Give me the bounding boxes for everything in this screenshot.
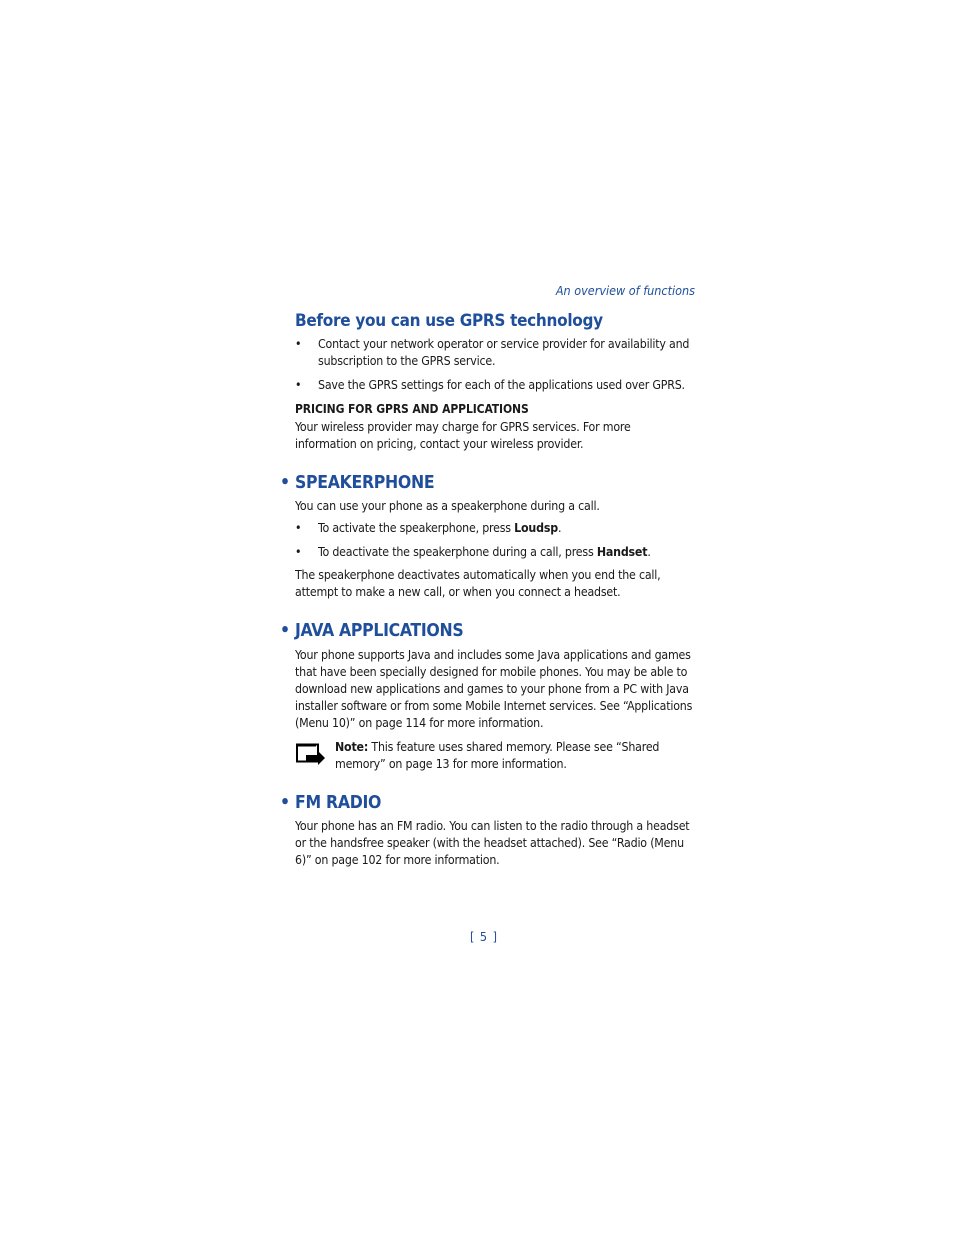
bullet1-prefix: To activate the speakerphone, press: [318, 521, 515, 535]
gprs-bullet-2-text: Save the GPRS settings for each of the applications used over GPRS.: [318, 378, 685, 392]
note-pencil-icon: [296, 743, 326, 765]
bullet2-suffix: .: [647, 545, 651, 559]
bullet-dot: •: [295, 337, 302, 351]
speakerphone-bullet-2-text: [318, 544, 696, 561]
heading-bullet: •: [280, 473, 290, 493]
gprs-bullet-1-text: Contact your network operator or service provider for availability and subscription to the GPRS service.: [318, 337, 690, 368]
speakerphone-closing: The speakerphone deactivates automatically when you end the call, attempt to make a new call, or when you connect a headset.: [295, 568, 661, 599]
java-note: [335, 739, 697, 773]
pricing-heading: PRICING FOR GPRS AND APPLICATIONS: [295, 402, 529, 416]
note-text: This feature uses shared memory. Please see “Shared memory” on page 13 for more information.: [335, 740, 660, 771]
gprs-heading: Before you can use GPRS technology: [295, 311, 603, 331]
page-number: [ 5 ]: [469, 929, 499, 944]
java-heading: [280, 621, 463, 641]
heading-bullet: •: [280, 621, 290, 641]
speakerphone-title: SPEAKERPHONE: [295, 473, 435, 493]
fm-title: FM RADIO: [295, 793, 382, 813]
bullet2-prefix: To deactivate the speakerphone during a call, press: [318, 545, 597, 559]
java-title: JAVA APPLICATIONS: [295, 621, 464, 641]
heading-bullet: •: [280, 793, 290, 813]
bullet-dot: •: [295, 378, 302, 392]
bullet-dot: •: [295, 521, 302, 535]
note-label: Note:: [335, 740, 369, 754]
java-body: Your phone supports Java and includes some Java applications and games that have been specially designed for mobile phones. You may be able to download new applications and games to your phone from a PC with Java installer software or from some Mobile Internet services. See “Applications (Menu 10)” on page 114 for more information.: [295, 648, 693, 730]
pricing-text: Your wireless provider may charge for GPRS services. For more information on pricing, contact your wireless provider.: [295, 420, 631, 451]
handset-key-label: Handset: [596, 545, 648, 559]
bullet-dot: •: [295, 545, 302, 559]
bullet1-suffix: .: [557, 521, 562, 535]
speakerphone-heading: [280, 473, 434, 493]
speakerphone-bullet-1-text: [318, 520, 696, 537]
loudsp-key-label: Loudsp: [514, 521, 558, 535]
running-header: An overview of functions: [555, 283, 695, 298]
fm-heading: [280, 793, 381, 813]
speakerphone-intro: You can use your phone as a speakerphone during a call.: [295, 499, 600, 513]
fm-body: Your phone has an FM radio. You can listen to the radio through a headset or the handsfree speaker (with the headset attached). See “Radio (Menu 6)” on page 102 for more information.: [295, 819, 690, 867]
